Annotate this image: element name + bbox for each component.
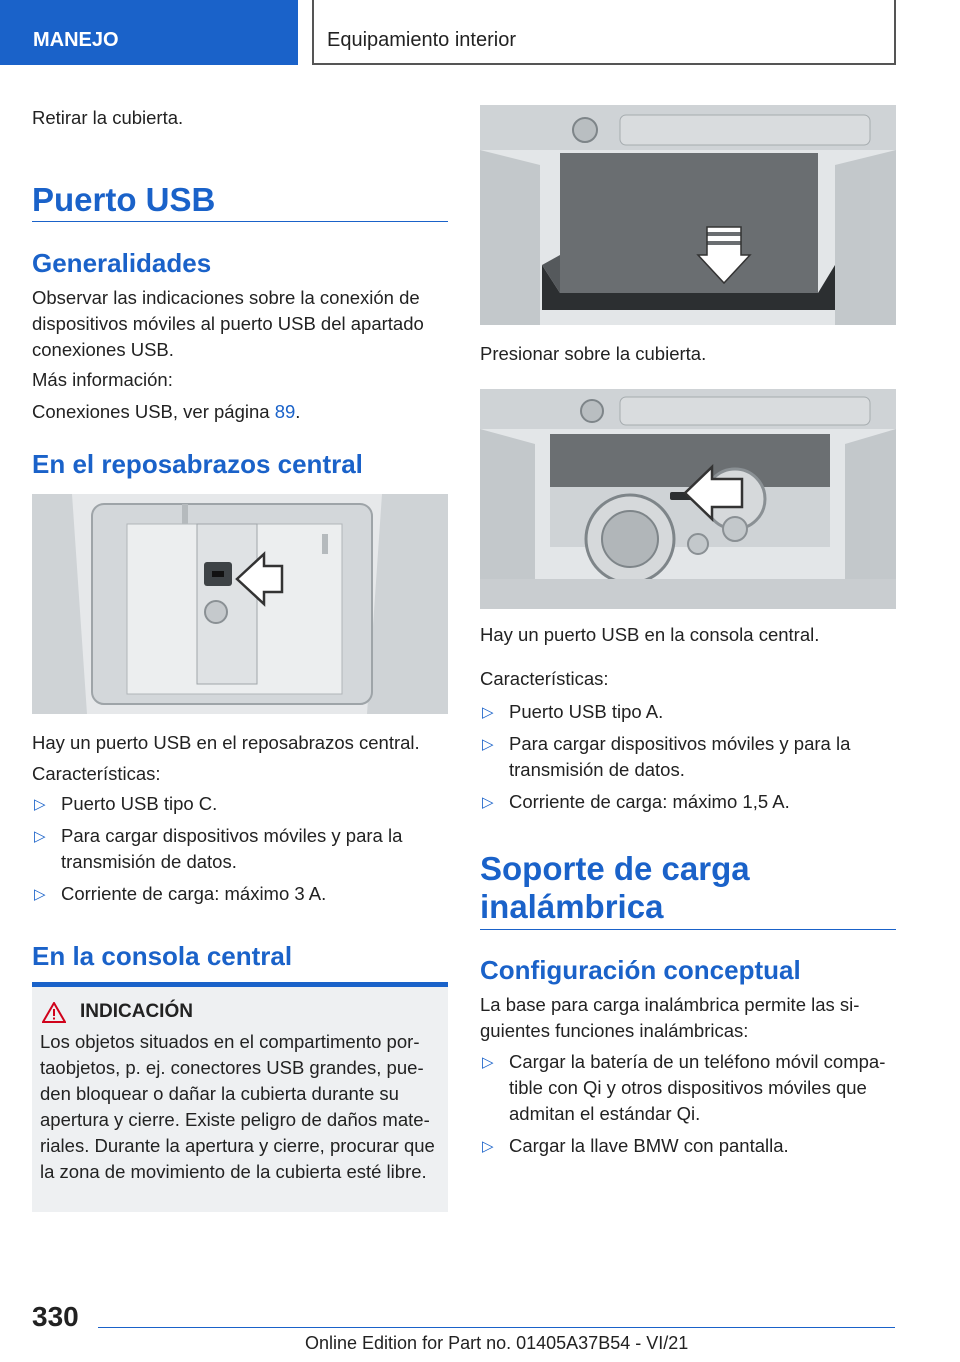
armrest-features-label: Características:	[32, 763, 161, 784]
list-item: ▷ Corriente de carga: máximo 1,5 A.	[480, 789, 896, 815]
armrest-feature-list	[32, 791, 448, 913]
triangle-bullet-icon: ▷	[34, 886, 46, 903]
heading-usb-port: Puerto USB	[32, 181, 448, 222]
notice-header	[40, 1001, 440, 1023]
heading-concept: Configuración conceptual	[480, 955, 801, 985]
concept-feature-list	[480, 1049, 896, 1165]
press-cover-photo	[480, 105, 896, 325]
console-feature-list	[480, 699, 896, 821]
notice-box	[32, 982, 448, 1212]
intro-text: Retirar la cubierta.	[32, 107, 184, 128]
more-info-label: Más información:	[32, 369, 173, 390]
usb-reference: Conexiones USB, ver página 89.	[32, 401, 301, 422]
list-item: ▷ Puerto USB tipo C.	[32, 791, 448, 817]
general-paragraph: Observar las indicaciones sobre la conexión de dispositivos móviles al puerto USB del apartado conexiones USB.	[32, 287, 424, 360]
triangle-bullet-icon: ▷	[34, 796, 46, 813]
list-item: ▷ Cargar la batería de un teléfono móvil compatible con Qi y otros dispositivos móviles que admitan el estándar Qi.	[482, 1051, 886, 1124]
section-tab	[0, 0, 298, 65]
section-title: MANEJO	[33, 29, 119, 51]
triangle-bullet-icon: ▷	[482, 704, 494, 721]
console-features-label: Características:	[480, 668, 609, 689]
page-link[interactable]: 89	[274, 401, 296, 422]
triangle-bullet-icon: ▷	[482, 794, 494, 811]
chapter-tab	[312, 0, 896, 65]
list-item: ▷ Para cargar dispositivos móviles y para la transmisión de datos.	[482, 733, 851, 780]
concept-paragraph: La base para carga inalámbrica permite las siguientes funciones inalámbricas:	[480, 994, 860, 1041]
page-number: 330	[32, 1301, 79, 1332]
chapter-title: Equipamiento interior	[327, 29, 516, 51]
heading-armrest: En el reposabrazos central	[32, 449, 363, 479]
heading-wireless-charging: Soporte de carga inalámbrica	[480, 850, 896, 930]
edition-note: Online Edition for Part no. 01405A37B54 - VI/21	[305, 1333, 689, 1353]
console-usb-photo	[480, 389, 896, 609]
triangle-bullet-icon: ▷	[34, 828, 46, 845]
notice-title: INDICACIÓN	[80, 1001, 193, 1022]
press-caption: Presionar sobre la cubierta.	[480, 343, 707, 364]
heading-general: Generalidades	[32, 248, 212, 278]
list-item: ▷ Corriente de carga: máximo 3 A.	[32, 881, 448, 907]
list-item: ▷ Cargar la llave BMW con pantalla.	[480, 1133, 896, 1159]
triangle-bullet-icon: ▷	[482, 1138, 494, 1155]
armrest-usb-photo	[32, 494, 448, 714]
warning-icon	[42, 1002, 66, 1023]
notice-text: Los objetos situados en el compartimento portaobjetos, p. ej. conectores USB grandes, pueden bloquear o dañar la cubierta durante su apertura y cierre. Existe peligro de daños materiales. Durante la apertura y cierre, procurar que la zona de movimiento de la cubierta esté libre.	[40, 1031, 435, 1182]
list-item: ▷ Para cargar dispositivos móviles y para la transmisión de datos.	[34, 825, 403, 872]
heading-console: En la consola central	[32, 941, 293, 971]
armrest-caption: Hay un puerto USB en el reposabrazos central.	[32, 732, 420, 753]
console-caption: Hay un puerto USB en la consola central.	[480, 624, 820, 645]
footer-divider	[98, 1327, 895, 1328]
list-item: ▷ Puerto USB tipo A.	[480, 699, 896, 725]
triangle-bullet-icon: ▷	[482, 736, 494, 753]
triangle-bullet-icon: ▷	[482, 1054, 494, 1071]
